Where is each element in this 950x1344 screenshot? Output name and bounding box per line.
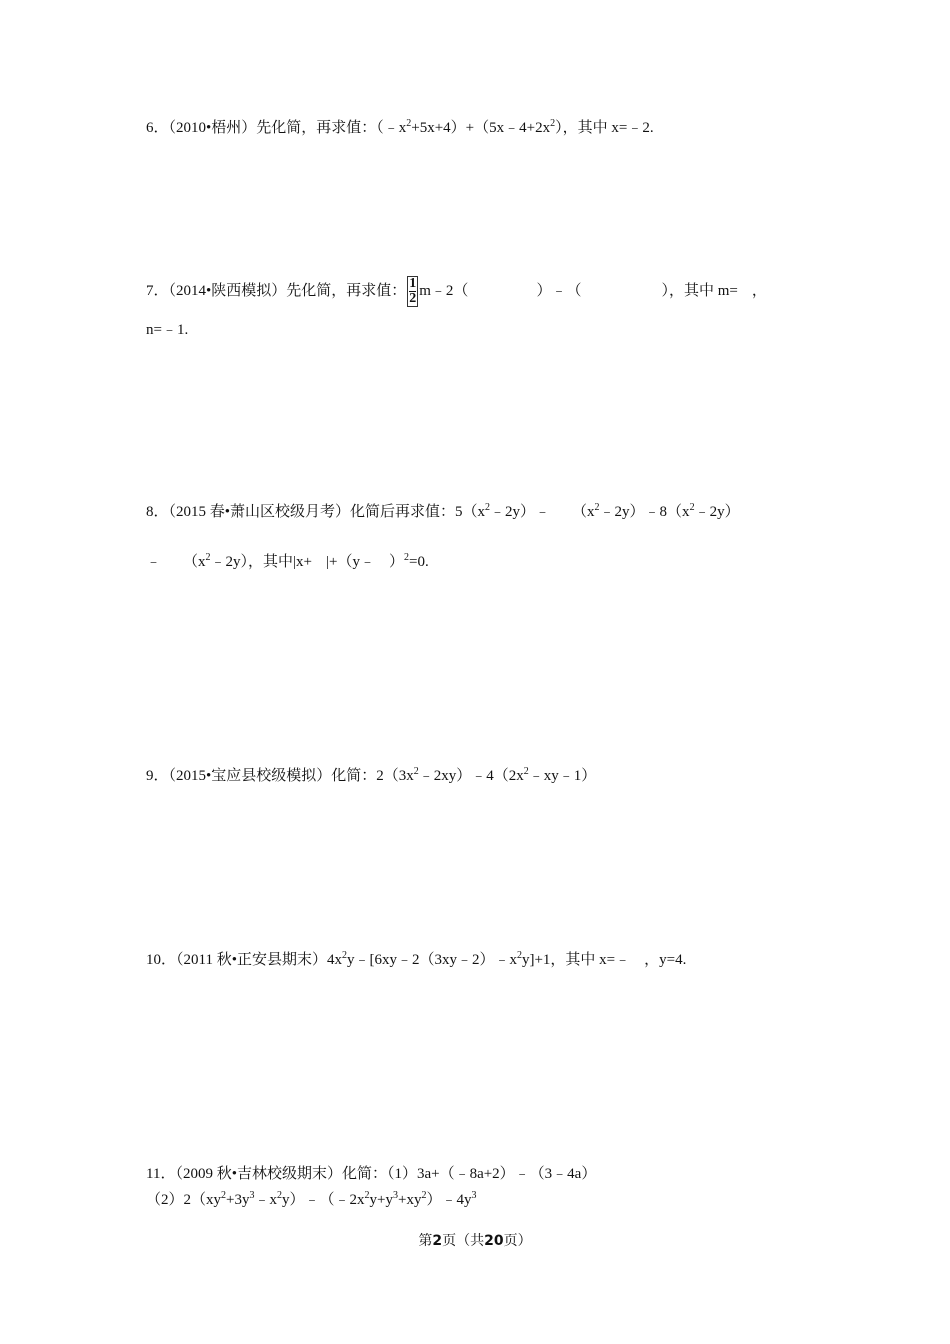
q6-text: ），其中 x=﹣2. bbox=[555, 120, 654, 136]
q11-text: y）﹣（﹣2x bbox=[282, 1192, 365, 1208]
exponent: 2 bbox=[689, 502, 695, 513]
q9-text: ﹣xy﹣1） bbox=[528, 768, 597, 784]
q8-text: ﹣2y）﹣8（x bbox=[599, 504, 690, 520]
exponent: 2 bbox=[485, 502, 491, 513]
footer-text: 页（共 bbox=[442, 1233, 485, 1249]
q8-text: ） bbox=[388, 554, 404, 570]
question-7 bbox=[146, 276, 767, 307]
q7-text: n=﹣1. bbox=[146, 322, 189, 338]
q7-text: ， bbox=[751, 282, 767, 299]
q8-text: =0. bbox=[408, 554, 429, 570]
question-8-line-2 bbox=[146, 552, 429, 572]
question-8 bbox=[146, 502, 740, 522]
q7-text: ）﹣（ bbox=[536, 282, 582, 299]
exponent: 2 bbox=[421, 1190, 427, 1201]
question-7-line-2 bbox=[146, 320, 188, 340]
q8-text: （x bbox=[183, 554, 206, 570]
q8-text: 8．（2015 春•萧山区校级月考）化简后再求值：5（x bbox=[146, 504, 486, 520]
exponent: 3 bbox=[249, 1190, 255, 1201]
q8-text: ﹣2y），其中|x+ bbox=[210, 554, 312, 570]
q11-text: y+y bbox=[369, 1192, 393, 1208]
q11-text: 11．（2009 秋•吉林校级期末）化简：（1）3a+（﹣8a+2）﹣（3﹣4a） bbox=[146, 1166, 597, 1182]
exponent: 2 bbox=[364, 1190, 370, 1201]
exponent: 3 bbox=[471, 1190, 477, 1201]
question-11-line-2 bbox=[146, 1190, 476, 1210]
q8-text: |+（y﹣ bbox=[326, 554, 375, 570]
question-9 bbox=[146, 766, 596, 786]
question-11 bbox=[146, 1164, 596, 1184]
exponent: 2 bbox=[406, 118, 412, 129]
exponent: 2 bbox=[550, 118, 556, 129]
fraction-numerator: 1 bbox=[409, 276, 417, 291]
q9-text: ﹣2xy）﹣4（2x bbox=[418, 768, 524, 784]
q10-text: 10．（2011 秋•正安县期末）4x bbox=[146, 952, 342, 968]
footer-text: 页） bbox=[503, 1233, 532, 1249]
exponent: 2 bbox=[205, 552, 211, 563]
q9-text: 9．（2015•宝应县校级模拟）化简：2（3x bbox=[146, 768, 414, 784]
exponent: 2 bbox=[413, 766, 419, 777]
q7-text: 7．（2014•陕西模拟）先化简，再求值： bbox=[146, 282, 407, 299]
q8-text: ﹣2y）﹣ bbox=[490, 504, 551, 520]
question-10 bbox=[146, 950, 686, 970]
exponent: 2 bbox=[594, 502, 600, 513]
q8-text: ﹣2y） bbox=[694, 504, 740, 520]
q7-text: ），其中 m= bbox=[661, 282, 738, 299]
footer-text: 第 bbox=[418, 1233, 433, 1249]
q8-text: （x bbox=[572, 504, 595, 520]
q11-text: （2）2（xy bbox=[146, 1192, 222, 1208]
q10-text: y]+1，其中 x=﹣ bbox=[521, 952, 631, 968]
q11-text: ）﹣4y bbox=[426, 1192, 472, 1208]
q11-text: +3y bbox=[226, 1192, 250, 1208]
q7-text: m﹣2（ bbox=[419, 282, 469, 299]
question-6 bbox=[146, 118, 654, 138]
exponent: 2 bbox=[403, 552, 409, 563]
exponent: 2 bbox=[341, 950, 347, 961]
fraction-one-half bbox=[407, 276, 418, 307]
exponent: 2 bbox=[277, 1190, 282, 1201]
fraction-denominator: 2 bbox=[409, 291, 417, 306]
exponent: 3 bbox=[392, 1190, 398, 1201]
q11-text: ﹣x bbox=[254, 1192, 277, 1208]
q8-text: ﹣ bbox=[146, 554, 162, 570]
exponent: 2 bbox=[221, 1190, 227, 1201]
q6-text: +5x+4）+（5x﹣4+2x bbox=[411, 120, 551, 136]
exponent: 2 bbox=[516, 950, 522, 961]
exponent: 2 bbox=[523, 766, 529, 777]
page-number: 2 bbox=[432, 1233, 443, 1249]
q10-text: ，y=4. bbox=[644, 952, 687, 968]
q6-text: 6．（2010•梧州）先化简，再求值：（﹣x bbox=[146, 120, 407, 136]
q11-text: +xy bbox=[397, 1192, 422, 1208]
q10-text: y﹣[6xy﹣2（3xy﹣2）﹣x bbox=[346, 952, 517, 968]
page-total: 20 bbox=[484, 1233, 504, 1249]
page-footer bbox=[0, 1230, 950, 1250]
